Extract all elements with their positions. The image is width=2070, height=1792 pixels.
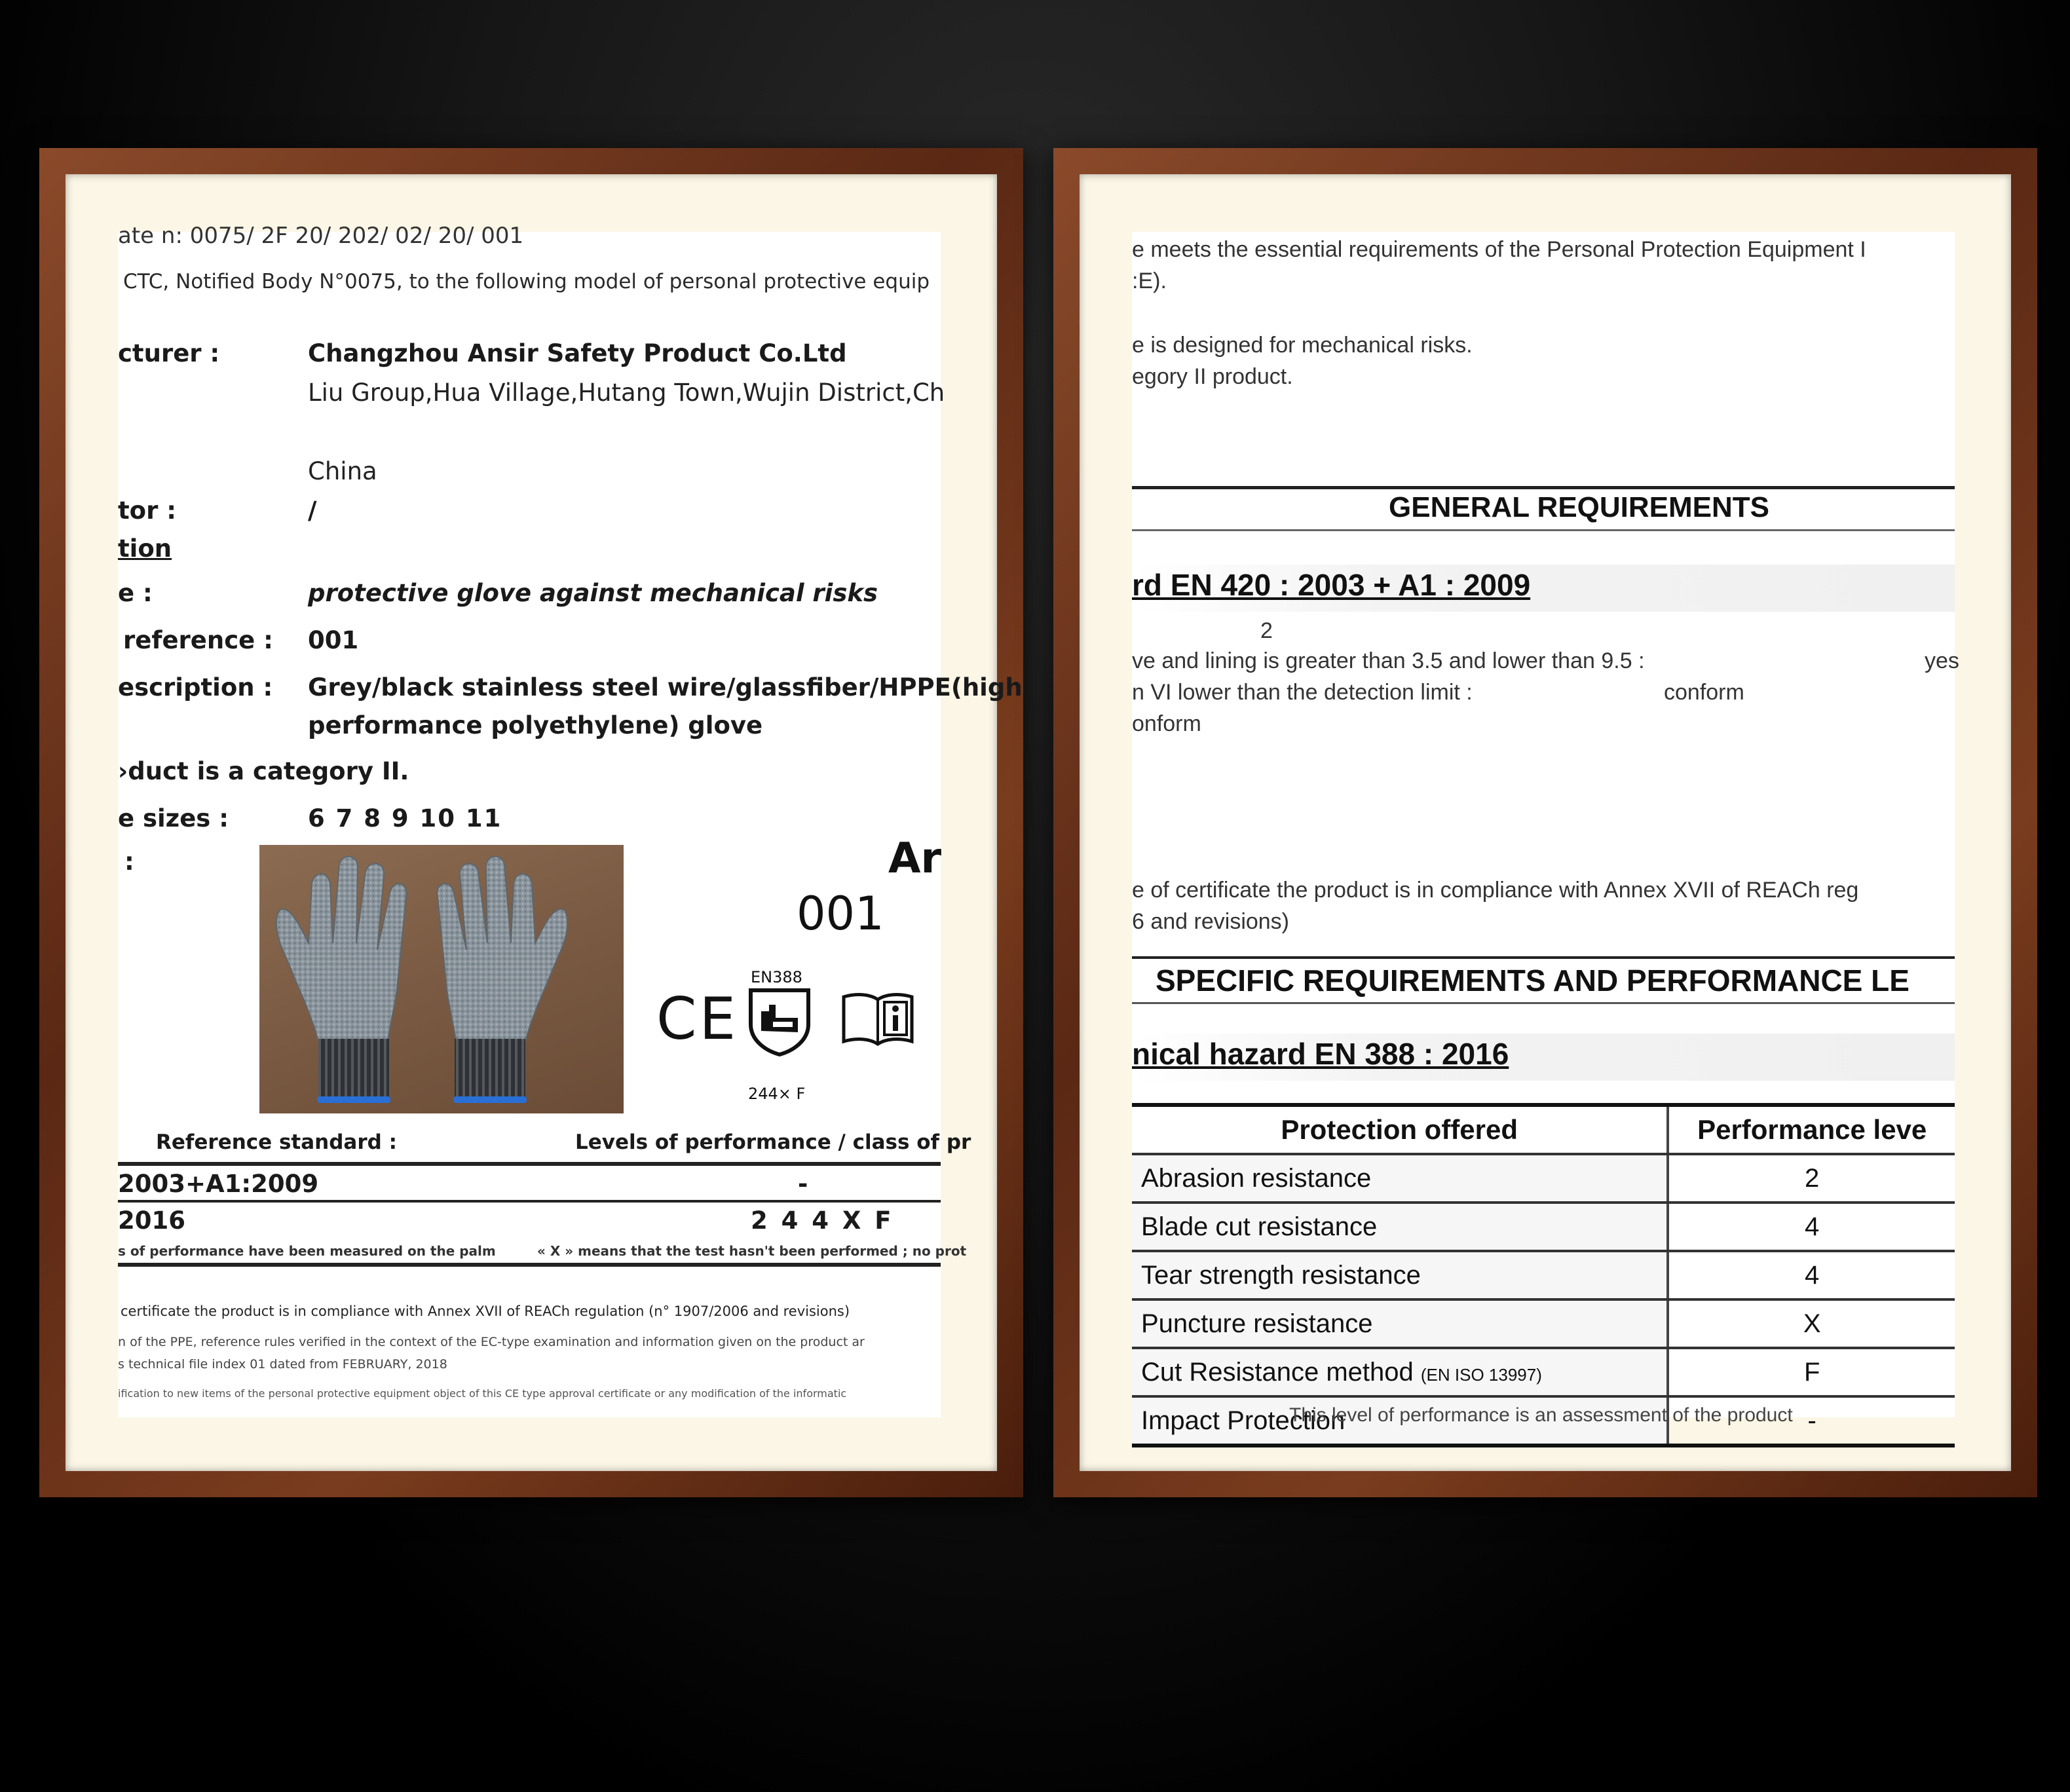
note-left: s of performance have been measured on the palm: [118, 1243, 496, 1259]
row2-standard: 2016: [118, 1206, 185, 1235]
ph-value: yes: [1925, 648, 1959, 673]
conform-text: onform: [1132, 711, 1201, 736]
protection-name: Puncture resistance: [1141, 1309, 1373, 1338]
performance-level-header: Performance leve: [1668, 1105, 1955, 1154]
table-rule-top: [118, 1162, 941, 1166]
performance-table: [1132, 1103, 1955, 1447]
level-value: 2: [1260, 618, 1273, 643]
right-certificate-document: [1132, 232, 1959, 1435]
performance-level: F: [1668, 1348, 1955, 1396]
levels-label: Levels of performance / class of pr: [575, 1130, 971, 1154]
top-cut-text: ate n: 0075/ 2F 20/ 202/ 02/ 20/ 001: [118, 223, 524, 249]
country-text: China: [308, 457, 377, 485]
protection-note: (EN ISO 13997): [1420, 1364, 1542, 1385]
table-row: [1132, 1251, 1955, 1299]
distributor-label: tor :: [118, 496, 177, 525]
reach-line-2: 6 and revisions): [1132, 909, 1290, 934]
essential-requirements-line: e meets the essential requirements of the Personal Protection Equipment I: [1132, 237, 1866, 262]
intro-text: CTC, Notified Body N°0075, to the following model of personal protective equip: [123, 270, 930, 293]
table-row: [1132, 1203, 1955, 1251]
right-frame-mat: [1080, 174, 2011, 1471]
general-requirements-title: GENERAL REQUIREMENTS: [1389, 491, 1770, 523]
description-label: escription :: [118, 673, 273, 701]
sizes-label: e sizes :: [118, 804, 229, 832]
en420-title: rd EN 420 : 2003 + A1 : 2009: [1132, 568, 1531, 602]
row1-level: -: [798, 1170, 808, 1198]
left-certificate-frame: [39, 148, 1023, 1497]
ph-text: ve and lining is greater than 3.5 and lower than 9.5 :: [1132, 648, 1645, 673]
performance-level: X: [1668, 1299, 1955, 1348]
description-line-2: performance polyethylene) glove: [308, 711, 763, 739]
description-line-1: Grey/black stainless steel wire/glassfiber/HPPE(high: [308, 673, 1023, 701]
left-certificate-document: [118, 223, 1023, 1417]
protection-name: Cut Resistance method: [1141, 1357, 1414, 1387]
en388-caption: EN388: [751, 968, 802, 986]
essential-requirements-line-2: :E).: [1132, 269, 1167, 293]
general-rule-top: [1132, 486, 1955, 489]
manufacturer-label: cturer :: [118, 339, 220, 367]
gloves-image: [259, 845, 624, 1113]
chromium-value: conform: [1664, 680, 1744, 705]
row1-standard: 2003+A1:2009: [118, 1170, 319, 1198]
protection-name: Blade cut resistance: [1141, 1212, 1378, 1241]
performance-level: 4: [1668, 1203, 1955, 1251]
marking-label: :: [124, 848, 134, 876]
bottom-cut-text: This level of performance is an assessment of the product: [1289, 1404, 1793, 1426]
fine-print-2: s technical file index 01 dated from FEBRUARY, 2018: [118, 1357, 447, 1372]
category-text: ›duct is a category II.: [118, 757, 409, 785]
performance-level: 4: [1668, 1251, 1955, 1299]
type-value: protective glove against mechanical risks: [308, 579, 878, 607]
manufacturer-name: Changzhou Ansir Safety Product Co.Ltd: [308, 339, 847, 367]
type-label: e :: [118, 579, 153, 607]
mechanical-risks-line: e is designed for mechanical risks.: [1132, 333, 1473, 358]
marking-reference: 001: [797, 887, 884, 941]
protection-name: Impact Protection: [1141, 1406, 1346, 1435]
marking-brand: Ar: [888, 834, 942, 883]
right-certificate-frame: [1053, 148, 2037, 1497]
sizes-value: 6 7 8 9 10 11: [308, 804, 502, 832]
manufacturer-address: Liu Group,Hua Village,Hutang Town,Wujin District,Ch: [308, 379, 945, 407]
reference-standard-label: Reference standard :: [156, 1130, 398, 1154]
protection-name: Tear strength resistance: [1141, 1260, 1421, 1290]
en388-code: 244× F: [748, 1085, 806, 1103]
table-rule-middle: [118, 1200, 941, 1203]
table-rule-bottom: [118, 1263, 941, 1267]
en388-shield-icon: [747, 985, 812, 1057]
left-frame-mat: [66, 174, 1023, 1471]
fine-print-3: ification to new items of the personal protective equipment object of this CE type approval certificate or any modification of the informatic: [118, 1387, 847, 1400]
reach-compliance-text: certificate the product is in compliance with Annex XVII of REACh regulation (n° 1907/2006 and revisions): [121, 1303, 850, 1319]
designation-label: tion: [118, 534, 172, 563]
table-row: [1132, 1154, 1955, 1203]
reference-value: 001: [308, 626, 359, 654]
protection-name: Abrasion resistance: [1141, 1163, 1372, 1193]
specific-requirements-title: SPECIFIC REQUIREMENTS AND PERFORMANCE LE: [1156, 963, 1910, 998]
row2-level: 2 4 4 X F: [751, 1206, 894, 1235]
chromium-text: n VI lower than the detection limit :: [1132, 680, 1473, 705]
specific-rule-top: [1132, 956, 1955, 959]
ce-mark: CE: [656, 985, 739, 1053]
fine-print-1: n of the PPE, reference rules verified in the context of the EC-type examination and information given on the product ar: [118, 1335, 865, 1349]
table-header-row: [1132, 1105, 1955, 1154]
table-row: [1132, 1348, 1955, 1396]
info-book-icon: [841, 992, 914, 1047]
specific-rule-bottom: [1132, 1002, 1955, 1004]
category-line: egory II product.: [1132, 364, 1293, 389]
distributor-value: /: [308, 496, 317, 525]
performance-level: -: [1668, 1396, 1955, 1446]
reach-line-1: e of certificate the product is in compliance with Annex XVII of REACh reg: [1132, 878, 1859, 903]
performance-level: 2: [1668, 1154, 1955, 1203]
note-right: « X » means that the test hasn't been performed ; no prot: [537, 1243, 967, 1259]
glove-photo: [259, 845, 624, 1113]
general-rule-bottom: [1132, 529, 1955, 531]
reference-label: reference :: [123, 626, 273, 654]
en388-title: nical hazard EN 388 : 2016: [1132, 1037, 1509, 1071]
protection-offered-header: Protection offered: [1132, 1105, 1668, 1154]
table-row: [1132, 1299, 1955, 1348]
